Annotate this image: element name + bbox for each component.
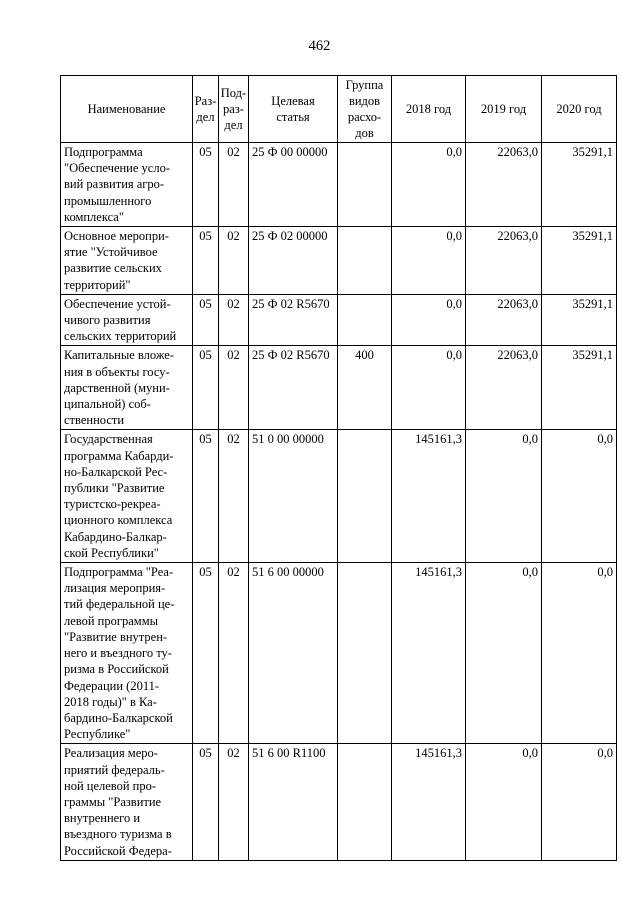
- cell-name: Подпрограмма "Реа- лизация мероприя- тий федеральной це- левой программы "Развитие внутрен- него и въездного ту- ризма в Российской Федерации (2011- 2018 годы)" в Ка- бардино-Балкарской Республике": [61, 563, 193, 744]
- cell-2018: 0,0: [392, 294, 466, 346]
- table-row: [61, 143, 617, 227]
- cell-2020: 35291,1: [542, 227, 617, 295]
- cell-2019: 22063,0: [466, 346, 542, 430]
- cell-name: Капитальные вложе- ния в объекты госу- дарственной (муни- ципальной) соб- ственности: [61, 346, 193, 430]
- cell-2018: 145161,3: [392, 430, 466, 563]
- table-body: [61, 143, 617, 861]
- cell-name: Государственная программа Кабарди- но-Балкарской Рес- публики "Развитие туристско-рекреа- ционного комплекса Кабардино-Балкар- ской Республики": [61, 430, 193, 563]
- table-row: [61, 294, 617, 346]
- cell-article: 25 Ф 02 00000: [249, 227, 338, 295]
- cell-podrazdel: 02: [219, 346, 249, 430]
- cell-article: 51 6 00 R1100: [249, 744, 338, 860]
- cell-razdel: 05: [193, 430, 219, 563]
- cell-podrazdel: 02: [219, 744, 249, 860]
- header-group: Группа видов расхо- дов: [338, 76, 392, 143]
- cell-group: [338, 227, 392, 295]
- cell-2018: 145161,3: [392, 744, 466, 860]
- header-2019: 2019 год: [466, 76, 542, 143]
- cell-podrazdel: 02: [219, 563, 249, 744]
- cell-2018: 0,0: [392, 227, 466, 295]
- cell-podrazdel: 02: [219, 294, 249, 346]
- table-row: [61, 346, 617, 430]
- cell-2020: 0,0: [542, 430, 617, 563]
- cell-2019: 0,0: [466, 744, 542, 860]
- table-row: [61, 563, 617, 744]
- cell-article: 25 Ф 02 R5670: [249, 294, 338, 346]
- cell-razdel: 05: [193, 563, 219, 744]
- cell-2020: 35291,1: [542, 346, 617, 430]
- header-2020: 2020 год: [542, 76, 617, 143]
- cell-razdel: 05: [193, 227, 219, 295]
- cell-name: Реализация меро- приятий федераль- ной целевой про- граммы "Развитие внутреннего и въездного туризма в Российской Федера-: [61, 744, 193, 860]
- cell-2019: 0,0: [466, 563, 542, 744]
- cell-group: [338, 563, 392, 744]
- cell-razdel: 05: [193, 294, 219, 346]
- cell-name: Основное меропри- ятие "Устойчивое развитие сельских территорий": [61, 227, 193, 295]
- cell-2019: 22063,0: [466, 294, 542, 346]
- cell-podrazdel: 02: [219, 143, 249, 227]
- cell-group: [338, 430, 392, 563]
- table-row: [61, 744, 617, 860]
- cell-2019: 22063,0: [466, 143, 542, 227]
- cell-name: Подпрограмма "Обеспечение усло- вий развития агро- промышленного комплекса": [61, 143, 193, 227]
- cell-2019: 22063,0: [466, 227, 542, 295]
- table-row: [61, 430, 617, 563]
- cell-article: 51 0 00 00000: [249, 430, 338, 563]
- cell-name: Обеспечение устой- чивого развития сельских территорий: [61, 294, 193, 346]
- cell-razdel: 05: [193, 143, 219, 227]
- cell-podrazdel: 02: [219, 430, 249, 563]
- cell-podrazdel: 02: [219, 227, 249, 295]
- header-razdel: Раз- дел: [193, 76, 219, 143]
- cell-article: 25 Ф 02 R5670: [249, 346, 338, 430]
- cell-2020: 0,0: [542, 563, 617, 744]
- header-2018: 2018 год: [392, 76, 466, 143]
- cell-2018: 145161,3: [392, 563, 466, 744]
- budget-table: [60, 75, 617, 861]
- header-row: [61, 76, 617, 143]
- cell-2019: 0,0: [466, 430, 542, 563]
- header-article: Целевая статья: [249, 76, 338, 143]
- cell-razdel: 05: [193, 744, 219, 860]
- cell-2018: 0,0: [392, 143, 466, 227]
- cell-2020: 0,0: [542, 744, 617, 860]
- header-name: Наименование: [61, 76, 193, 143]
- cell-group: [338, 744, 392, 860]
- cell-2018: 0,0: [392, 346, 466, 430]
- cell-group: [338, 294, 392, 346]
- cell-article: 51 6 00 00000: [249, 563, 338, 744]
- cell-group: 400: [338, 346, 392, 430]
- cell-2020: 35291,1: [542, 294, 617, 346]
- page-number: 462: [308, 38, 331, 54]
- table-row: [61, 227, 617, 295]
- cell-2020: 35291,1: [542, 143, 617, 227]
- header-podrazdel: Под- раз- дел: [219, 76, 249, 143]
- cell-group: [338, 143, 392, 227]
- cell-article: 25 Ф 00 00000: [249, 143, 338, 227]
- cell-razdel: 05: [193, 346, 219, 430]
